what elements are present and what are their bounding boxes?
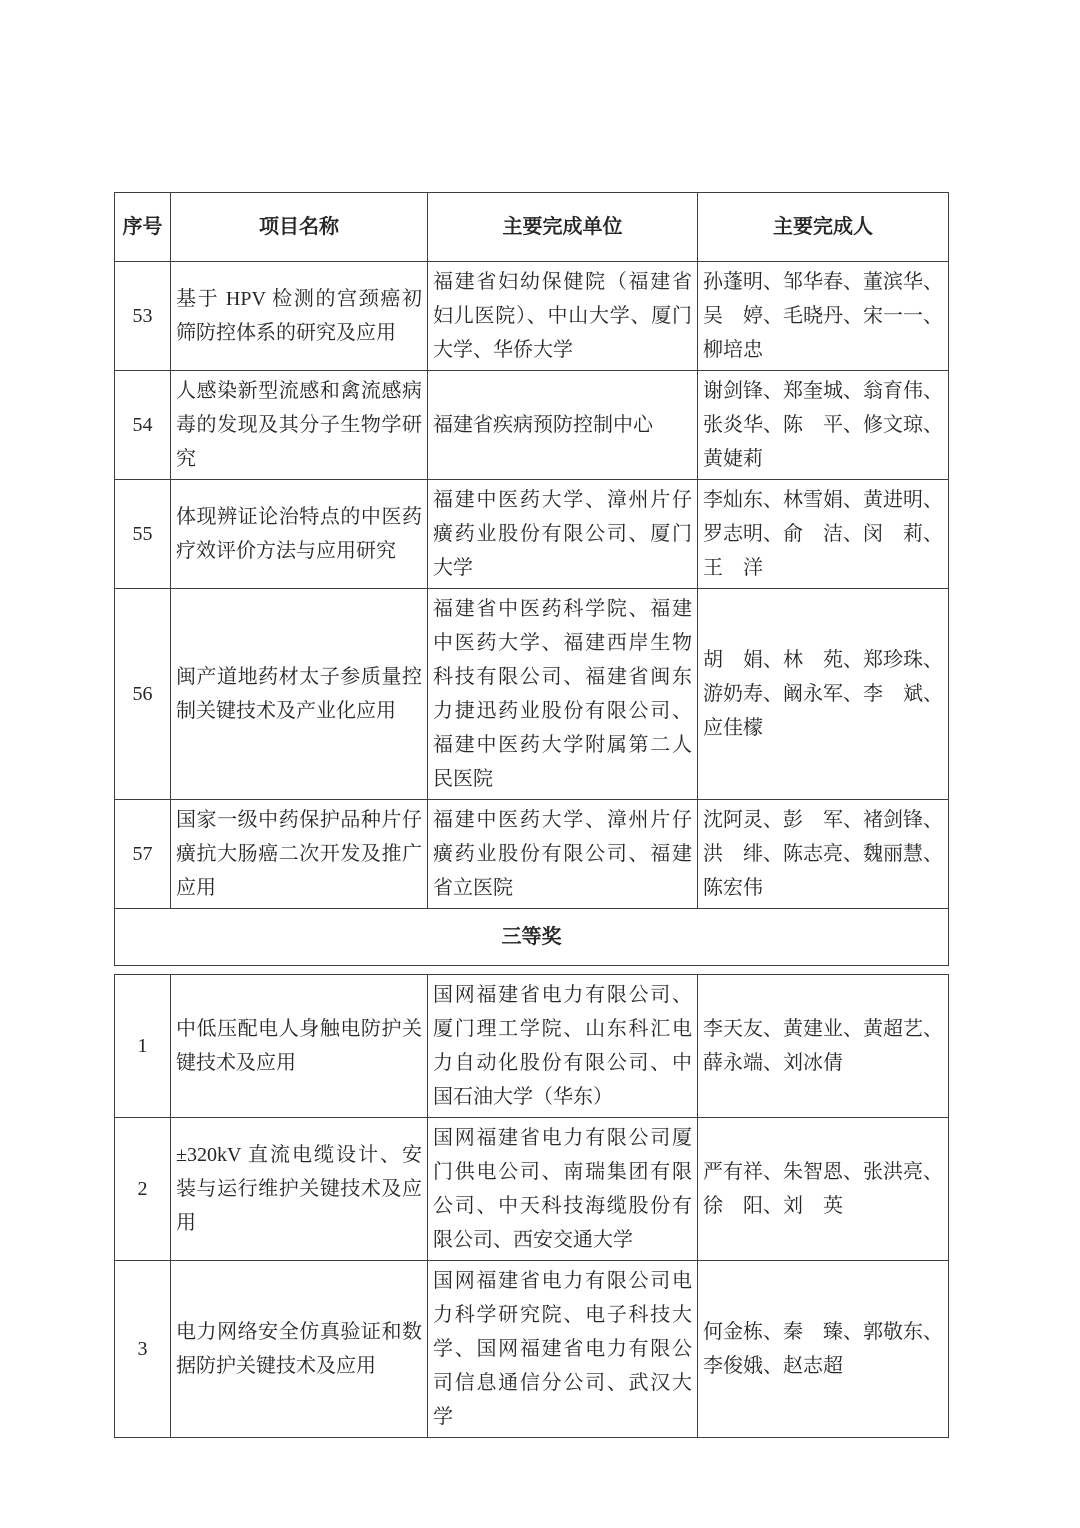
table-row [115,800,949,909]
project-cell: 国家一级中药保护品种片仔癀抗大肠癌二次开发及推广应用 [171,800,428,909]
table-row [115,371,949,480]
header-row [115,193,949,262]
units-cell: 国网福建省电力有限公司厦门供电公司、南瑞集团有限公司、中天科技海缆股份有限公司、西安交通大学 [428,1118,698,1261]
units-cell: 福建中医药大学、漳州片仔癀药业股份有限公司、福建省立医院 [428,800,698,909]
seq-cell: 57 [115,800,171,909]
people-cell: 严有祥、朱智恩、张洪亮、徐 阳、刘 英 [698,1118,949,1261]
seq-cell: 53 [115,262,171,371]
awards-table-upper [114,192,949,966]
project-cell: 闽产道地药材太子参质量控制关键技术及产业化应用 [171,589,428,800]
people-cell: 何金栋、秦 臻、郭敬东、李俊娥、赵志超 [698,1261,949,1438]
project-cell: 中低压配电人身触电防护关键技术及应用 [171,975,428,1118]
project-cell: ±320kV 直流电缆设计、安装与运行维护关键技术及应用 [171,1118,428,1261]
table-row [115,1118,949,1261]
project-cell: 人感染新型流感和禽流感病毒的发现及其分子生物学研究 [171,371,428,480]
people-cell: 李灿东、林雪娟、黄进明、罗志明、俞 洁、闵 莉、王 洋 [698,480,949,589]
header-seq: 序号 [115,193,171,262]
seq-cell: 55 [115,480,171,589]
section-gap [114,966,948,974]
seq-cell: 2 [115,1118,171,1261]
people-cell: 胡 娟、林 苑、郑珍珠、游奶寿、阚永军、李 斌、应佳檬 [698,589,949,800]
seq-cell: 1 [115,975,171,1118]
seq-cell: 3 [115,1261,171,1438]
units-cell: 福建省中医药科学院、福建中医药大学、福建西岸生物科技有限公司、福建省闽东力捷迅药业股份有限公司、福建中医药大学附属第二人民医院 [428,589,698,800]
project-cell: 电力网络安全仿真验证和数据防护关键技术及应用 [171,1261,428,1438]
seq-cell: 56 [115,589,171,800]
people-cell: 李天友、黄建业、黄超艺、薛永端、刘冰倩 [698,975,949,1118]
header-main-people: 主要完成人 [698,193,949,262]
units-cell: 福建省疾病预防控制中心 [428,371,698,480]
table-row [115,1261,949,1438]
units-cell: 国网福建省电力有限公司电力科学研究院、电子科技大学、国网福建省电力有限公司信息通信分公司、武汉大学 [428,1261,698,1438]
document-page [114,192,948,1438]
section-row-third-prize [115,909,949,966]
people-cell: 沈阿灵、彭 军、褚剑锋、洪 绯、陈志亮、魏丽慧、陈宏伟 [698,800,949,909]
header-main-units: 主要完成单位 [428,193,698,262]
table-row [115,480,949,589]
table-row [115,975,949,1118]
header-project-name: 项目名称 [171,193,428,262]
awards-table-lower [114,974,949,1438]
project-cell: 基于 HPV 检测的宫颈癌初筛防控体系的研究及应用 [171,262,428,371]
third-prize-label: 三等奖 [115,909,949,966]
units-cell: 国网福建省电力有限公司、厦门理工学院、山东科汇电力自动化股份有限公司、中国石油大学（华东） [428,975,698,1118]
people-cell: 谢剑锋、郑奎城、翁育伟、张炎华、陈 平、修文琼、黄婕莉 [698,371,949,480]
people-cell: 孙蓬明、邹华春、董滨华、吴 婷、毛晓丹、宋一一、柳培忠 [698,262,949,371]
table-row [115,589,949,800]
units-cell: 福建中医药大学、漳州片仔癀药业股份有限公司、厦门大学 [428,480,698,589]
seq-cell: 54 [115,371,171,480]
project-cell: 体现辨证论治特点的中医药疗效评价方法与应用研究 [171,480,428,589]
units-cell: 福建省妇幼保健院（福建省妇儿医院）、中山大学、厦门大学、华侨大学 [428,262,698,371]
table-row [115,262,949,371]
